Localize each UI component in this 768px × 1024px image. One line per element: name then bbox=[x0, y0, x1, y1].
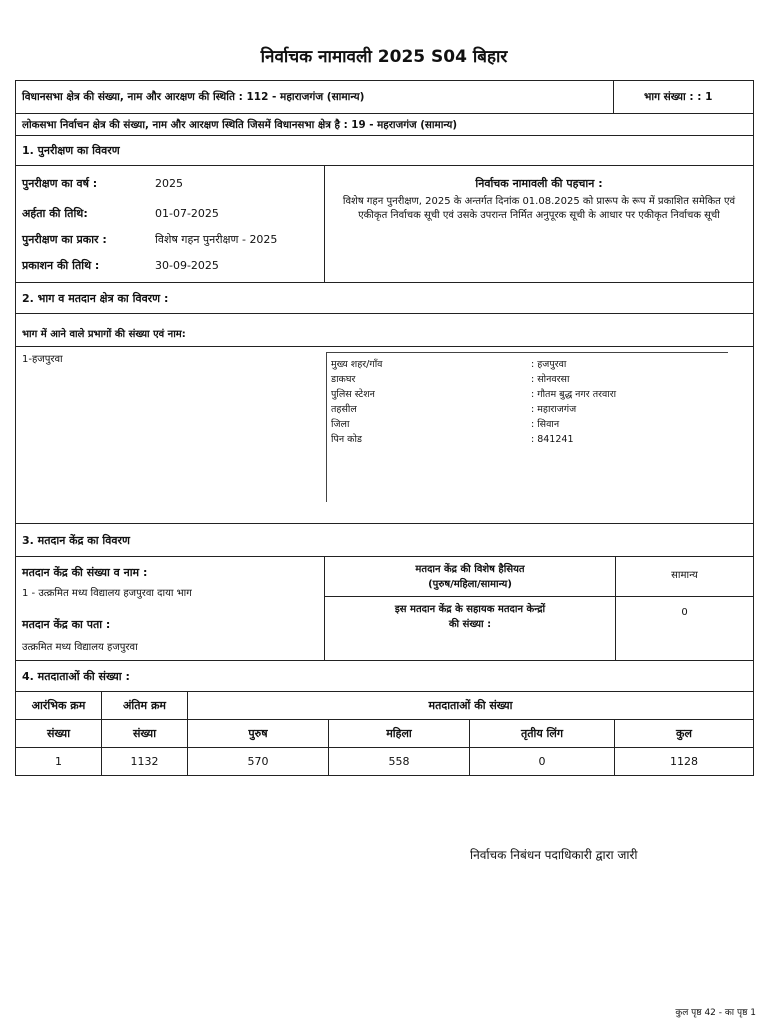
field-value: 01-07-2025 bbox=[155, 207, 219, 220]
station-address-value: उत्क्रमित मध्य विद्यालय हजपुरवा bbox=[22, 642, 138, 653]
aux-station-label-line2: की संख्या : bbox=[448, 619, 492, 630]
col-end-serial-top: अंतिम क्रम bbox=[102, 692, 188, 720]
address-value: : गौतम बुद्ध नगर तरवारा bbox=[531, 389, 617, 400]
section3-heading-row bbox=[16, 524, 753, 557]
area-address-box bbox=[326, 352, 728, 502]
address-row bbox=[331, 357, 728, 372]
section3-body bbox=[16, 557, 753, 661]
address-row bbox=[331, 417, 728, 432]
divider bbox=[16, 346, 753, 347]
section1-body bbox=[16, 166, 753, 283]
assembly-label: विधानसभा क्षेत्र की संख्या, नाम और आरक्षण की स्थिति : 112 - महाराजगंज (सामान्य) bbox=[22, 91, 365, 103]
publication-date-row bbox=[22, 258, 318, 284]
form-frame bbox=[15, 80, 754, 776]
address-value: : 841241 bbox=[531, 434, 574, 445]
voter-count-table-wrap bbox=[16, 691, 753, 776]
cell-start-serial: 1 bbox=[16, 748, 102, 776]
station-type-label-line2: (पुरुष/महिला/सामान्य) bbox=[428, 579, 512, 590]
cell-total: 1128 bbox=[615, 748, 754, 776]
field-label: अर्हता की तिथि: bbox=[22, 207, 88, 220]
field-label: पुनरीक्षण का वर्ष : bbox=[22, 177, 98, 190]
cell-end-serial: 1132 bbox=[102, 748, 188, 776]
address-key: डाकघर bbox=[331, 374, 356, 385]
aux-station-label bbox=[325, 597, 615, 660]
page-number: कुल पृष्ठ 42 - का पृष्ठ 1 bbox=[675, 1008, 756, 1018]
revision-year-row bbox=[22, 176, 318, 206]
address-value: : हजपुरवा bbox=[531, 359, 567, 370]
station-type-row bbox=[325, 557, 753, 597]
col-third-gender: तृतीय लिंग bbox=[470, 720, 615, 748]
address-value: : महाराजगंज bbox=[531, 404, 577, 415]
division-name: 1-हजपुरवा bbox=[22, 354, 63, 365]
section2-heading: 2. भाग व मतदान क्षेत्र का विवरण : bbox=[22, 292, 169, 305]
address-row bbox=[331, 402, 728, 417]
section2-heading-row bbox=[16, 283, 753, 314]
station-value: 1 - उत्क्रमित मध्य विद्यालय हजपुरवा दाया भाग bbox=[22, 588, 192, 599]
station-attributes bbox=[324, 557, 753, 660]
station-type-value: सामान्य bbox=[615, 557, 753, 596]
field-value: विशेष गहन पुनरीक्षण - 2025 bbox=[155, 233, 278, 246]
address-key: पुलिस स्टेशन bbox=[331, 389, 375, 400]
field-label: पुनरीक्षण का प्रकार : bbox=[22, 233, 107, 246]
revision-type-row bbox=[22, 232, 318, 258]
qualifying-date-row bbox=[22, 206, 318, 232]
parliament-row bbox=[16, 114, 753, 136]
section1-heading: 1. पुनरीक्षण का विवरण bbox=[22, 144, 120, 157]
station-type-label-line1: मतदान केंद्र की विशेष हैसियत bbox=[415, 564, 525, 575]
address-key: पिन कोड bbox=[331, 434, 362, 445]
aux-station-label-line1: इस मतदान केंद्र के सहायक मतदान केन्द्रों bbox=[394, 604, 546, 615]
identity-text: विशेष गहन पुनरीक्षण, 2025 के अन्तर्गत दिनांक 01.08.2025 को प्रारूप के रूप में प्रकाशित समेकित एवं एकीकृत निर्वाचक सूची एवं उसके उपरान्त निर्मित अनुपूरक सूची के आधार पर एकीकृत निर्वाचक सूची bbox=[342, 196, 736, 221]
parliament-label: लोकसभा निर्वाचन क्षेत्र की संख्या, नाम और आरक्षण स्थिति जिसमें विधानसभा क्षेत्र है : 19 - महराजगंज (सामान्य) bbox=[22, 119, 458, 131]
cell-female: 558 bbox=[329, 748, 470, 776]
part-number: भाग संख्या : : 1 bbox=[613, 81, 753, 113]
field-label: प्रकाशन की तिथि : bbox=[22, 259, 100, 272]
section4-heading-row bbox=[16, 661, 753, 692]
aux-station-row bbox=[325, 597, 753, 660]
col-end-serial-bottom: संख्या bbox=[102, 720, 188, 748]
division-sub-heading: भाग में आने वाले प्रभागों की संख्या एवं नाम: bbox=[22, 329, 186, 340]
cell-third-gender: 0 bbox=[470, 748, 615, 776]
voter-count-table bbox=[15, 691, 754, 776]
polling-station-details bbox=[16, 557, 324, 660]
aux-station-value: 0 bbox=[615, 597, 753, 660]
address-row bbox=[331, 372, 728, 387]
address-key: जिला bbox=[331, 419, 350, 430]
revision-fields bbox=[16, 166, 324, 282]
col-total: कुल bbox=[615, 720, 754, 748]
section3-heading: 3. मतदान केंद्र का विवरण bbox=[22, 534, 130, 547]
col-male: पुरुष bbox=[188, 720, 329, 748]
section1-heading-row bbox=[16, 136, 753, 166]
station-label: मतदान केंद्र की संख्या व नाम : bbox=[22, 566, 148, 579]
table-row bbox=[16, 748, 754, 776]
address-row bbox=[331, 387, 728, 402]
identity-heading: निर्वाचक नामावली की पहचान : bbox=[475, 177, 603, 190]
assembly-row bbox=[16, 81, 753, 114]
address-key: मुख्य शहर/गाँव bbox=[331, 359, 383, 370]
issuing-authority: निर्वाचक निबंधन पदाधिकारी द्वारा जारी bbox=[470, 848, 638, 862]
address-row bbox=[331, 432, 728, 447]
document-title: निर्वाचक नामावली 2025 S04 बिहार bbox=[260, 47, 508, 67]
col-start-serial-top: आरंभिक क्रम bbox=[16, 692, 102, 720]
address-value: : सोनवरसा bbox=[531, 374, 570, 385]
field-value: 2025 bbox=[155, 177, 183, 190]
cell-male: 570 bbox=[188, 748, 329, 776]
roll-identity bbox=[324, 166, 753, 282]
station-type-label bbox=[325, 557, 615, 596]
address-key: तहसील bbox=[331, 404, 357, 415]
section2-body bbox=[16, 314, 753, 524]
address-value: : सिवान bbox=[531, 419, 560, 430]
col-female: महिला bbox=[329, 720, 470, 748]
col-start-serial-bottom: संख्या bbox=[16, 720, 102, 748]
field-value: 30-09-2025 bbox=[155, 259, 219, 272]
station-address-label: मतदान केंद्र का पता : bbox=[22, 618, 111, 631]
section4-heading: 4. मतदाताओं की संख्या : bbox=[22, 670, 130, 683]
col-voters-count: मतदाताओं की संख्या bbox=[188, 692, 754, 720]
